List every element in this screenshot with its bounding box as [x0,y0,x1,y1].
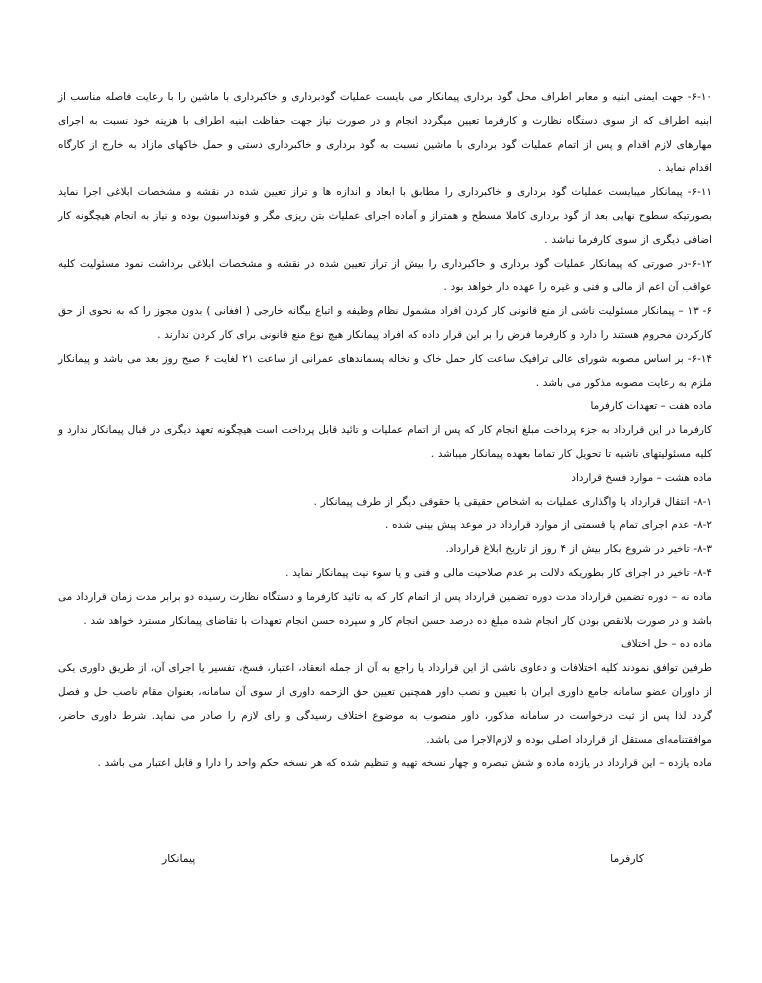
signature-block [0,852,762,876]
clause-6-12: ۶-۱۲-در صورتی که پیمانکار عملیات گود برداری و خاکبرداری را بیش از تراز تعیین شده در نقشه و مشخصات ابلاغی برداشت نمود مسئولیت کلیه عواقب آن اعم از مالی و فنی و غیره را عهده دار خواهد بود . [58,257,712,294]
article-10-text: طرفین توافق نمودند کلیه اختلافات و دعاوی ناشی از این قرارداد یا راجع به آن از جمله انعقاد، اعتبار، فسخ، تفسیر یا اجرای آن، از طریق داوری یکی از داوران عضو سامانه جامع داوری ایران با تعیین و نصب داور همچنین تعیین حق الزحمه داوری از سوی آن سامانه، بعنوان مقام ناصب حل و فصل گردد لذا پس از ثبت درخواست در سامانه مذکور، داور منصوب به موضوع اختلاف رسیدگی و رای لازم را صادر می نماید. شرط داوری حاضر، موافقتنامه‌ای مستقل از قرارداد اصلی بوده و لازم‌الاجرا می باشد. [58,662,712,746]
clause-8-4: ۸-۴- تاخیر در اجرای کار بطوریکه دلالت بر عدم صلاحیت مالی و فنی و یا سوء نیت پیمانکار نماید . [285,566,712,579]
clause-8-2: ۸-۲- عدم اجرای تمام یا قسمتی از موارد قرارداد در موعد پیش بینی شده . [384,519,712,532]
clause-6-14: ۶-۱۴- بر اساس مصوبه شورای عالی ترافیک ساعت کار حمل خاک و نخاله پسماندهای عمرانی از ساعت ۲۱ لغایت ۶ صبح روز بعد می باشد و پیمانکار ملزم به رعایت مصوبه مذکور می باشد . [58,352,712,389]
clause-8-3: ۸-۳- تاخیر در شروع بکار بیش از ۴ روز از تاریخ ابلاغ قرارداد. [445,543,712,556]
article-7-text: کارفرما در این قرارداد به جزء پرداخت مبلغ انجام کار که پس از اتمام عملیات و تائید قابل پرداخت است هیچگونه تعهد دیگری در قبال پیمانکار ندارد و کلیه مسئولیتهای ناشیه تا تحویل کار تماما بعهده پیمانکار میباشد . [58,424,712,460]
article-11-text: ماده یازده – این قرارداد در یازده ماده و شش تبصره و چهار نسخه تهیه و تنظیم شده که هر نسخه حکم واحد را دارا و قابل اعتبار می باشد . [97,757,712,770]
article-7-heading: ماده هفت – تعهدات کارفرما [590,400,712,413]
clause-6-10: ۶-۱۰- جهت ایمنی ابنیه و معابر اطراف محل گود برداری پیمانکار می بایست عملیات گودبرداری و خاکبرداری با ماشین را با رعایت فاصله مناسب از ابنیه اطراف که از سوی دستگاه نظارت و کارفرما تعیین میگردد انجام و در صورت نیاز جهت حفاظت ابنیه اطراف با هزینه خود نسبت به اجرای مهارهای لازم اقدام و پس از اتمام عملیات گود برداری با ماشین نسبت به گود برداری و خاکبرداری دستی و حمل خاکهای مازاد به خارج از کارگاه اقدام نماید . [58,91,712,175]
article-8-heading: ماده هشت – موارد فسخ قرارداد [571,471,712,484]
clause-8-1: ۸-۱- انتقال قرارداد یا واگذاری عملیات به اشخاص حقیقی یا حقوقی دیگر از طرف پیمانکار . [313,495,712,508]
contractor-signature-label: پیمانکار [162,852,196,865]
article-9-text: ماده نه – دوره تضمین قرارداد مدت دوره تضمین قرارداد پس از اتمام کار که به تائید کارفرما و دستگاه نظارت رسیده دو برابر مدت زمان قرارداد می باشد و در صورت بلانقص بودن کار انجام شده مبلغ ده درصد حسن انجام کار و سپرده حسن انجام تعهدات با تقاضای پیمانکار مسترد خواهد شد . [58,590,712,627]
clause-6-11: ۶-۱۱- پیمانکار میبایست عملیات گود برداری و خاکبرداری را مطابق با ابعاد و اندازه ها و تراز تعیین شده در نقشه و مشخصات ابلاغی اجرا نماید بصورتیکه سطوح نهایی بعد از گود برداری کاملا مسطح و همتراز و آماده اجرای عملیات بتن ریزی مگر و فونداسیون بوده و نیاز به انجام هیچگونه کار اضافی دیگری از سوی کارفرما نباشد . [58,186,712,246]
document-body [58,86,712,776]
employer-signature-label: کارفرما [610,852,644,865]
article-10-heading: ماده ده – حل اختلاف [621,638,712,651]
clause-6-13: ۶- ۱۳ – پیمانکار مسئولیت ناشی از منع قانونی کار کردن افراد مشمول نظام وظیفه و اتباع بیگانه خارجی ( افغانی ) بدون مجوز را که به نحوی از حق کارکردن محروم هستند را دارد و کارفرما فرض را بر این قرار داده که افراد پیمانکار هیچ نوع منع قانونی برای کار کردن ندارند . [58,305,712,341]
